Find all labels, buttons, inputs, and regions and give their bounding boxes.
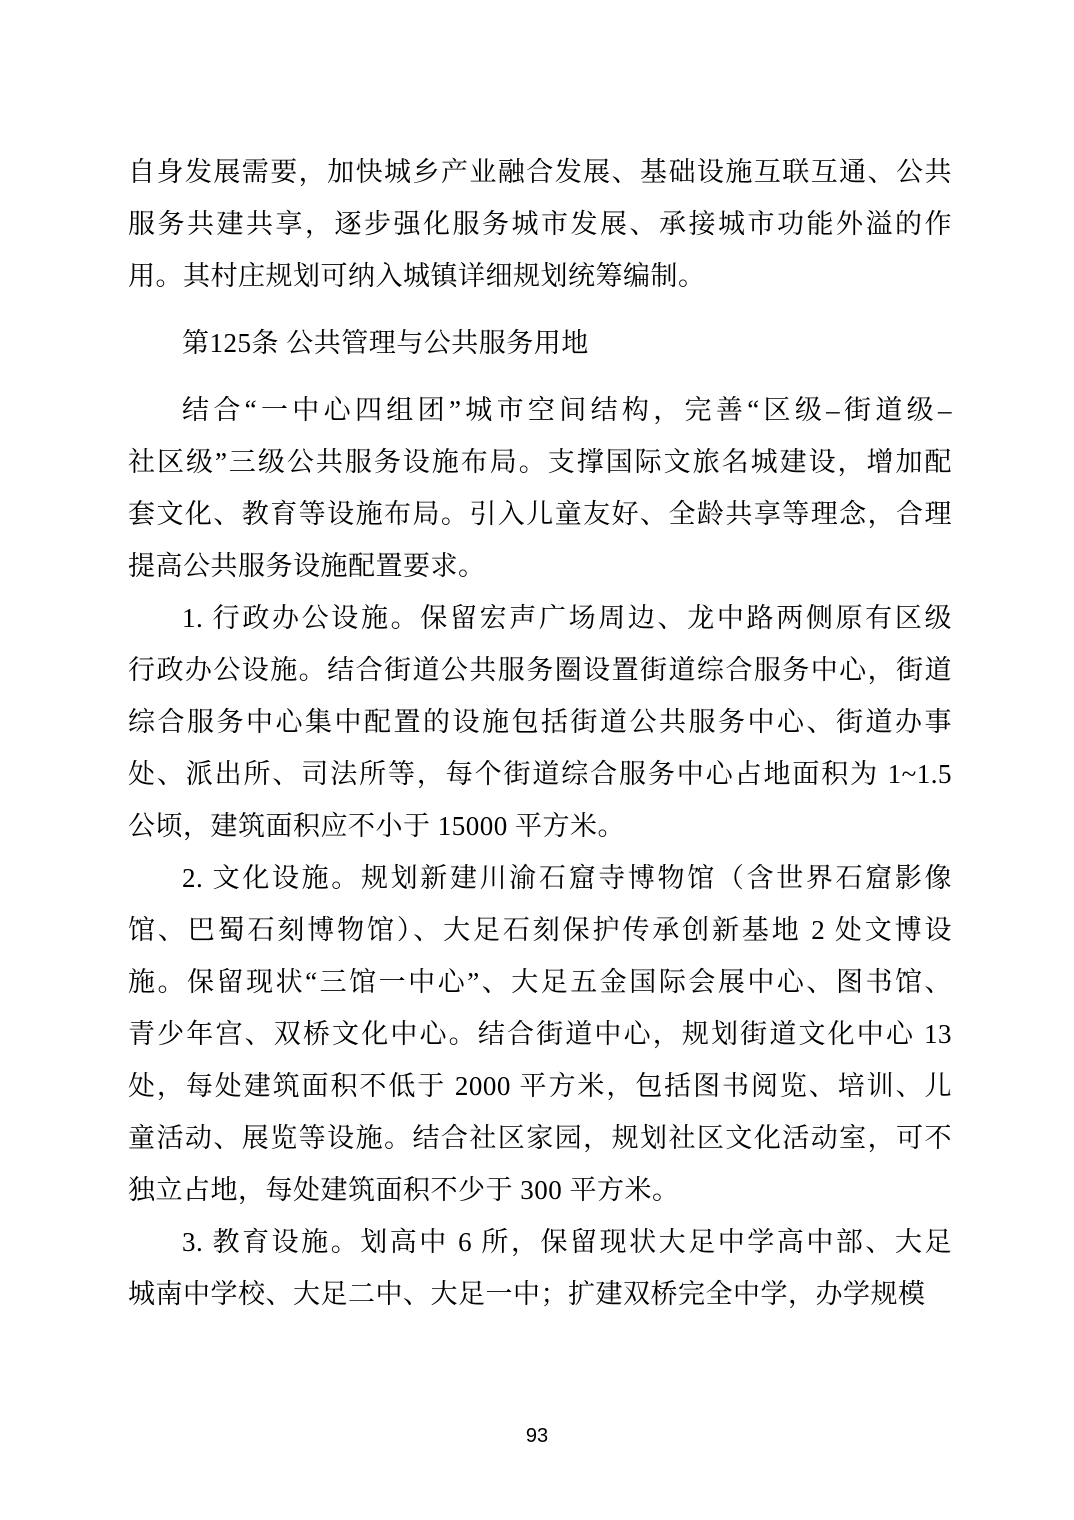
text-line: 施。保留现状“三馆一中心”、大足五金国际会展中心、图书馆、: [128, 967, 952, 997]
text-line: 社区级”三级公共服务设施布局。支撑国际文旅名城建设，增加配: [128, 447, 952, 477]
page-number: 93: [525, 1425, 549, 1447]
text-line: 结合“一中心四组团”城市空间结构，完善“区级–街道级–: [182, 395, 952, 425]
paragraph-overview: [128, 384, 952, 592]
text-line: 行政办公设施。结合街道公共服务圈设置街道综合服务中心，街道: [128, 655, 952, 685]
paragraph-item-1-administrative-facilities: [128, 592, 952, 852]
text-line: 自身发展需要，加快城乡产业融合发展、基础设施互联互通、公共: [128, 157, 952, 187]
text-line: 青少年宫、双桥文化中心。结合街道中心，规划街道文化中心 13: [128, 1019, 952, 1049]
paragraph-continuation: [128, 146, 952, 302]
text-line: 公顷，建筑面积应不小于 15000 平方米。: [128, 811, 625, 841]
text-line: 馆、巴蜀石刻博物馆）、大足石刻保护传承创新基地 2 处文博设: [128, 915, 952, 945]
text-line: 独立占地，每处建筑面积不少于 300 平方米。: [128, 1175, 680, 1205]
text-line: 处、派出所、司法所等，每个街道综合服务中心占地面积为 1~1.5: [128, 759, 952, 789]
text-line: 城南中学校、大足二中、大足一中；扩建双桥完全中学，办学规模: [128, 1279, 926, 1309]
document-text-block: [128, 146, 952, 1320]
text-line: 处，每处建筑面积不低于 2000 平方米，包括图书阅览、培训、儿: [128, 1071, 952, 1101]
text-line: 服务共建共享，逐步强化服务城市发展、承接城市功能外溢的作: [128, 209, 952, 239]
text-line: 套文化、教育等设施布局。引入儿童友好、全龄共享等理念，合理: [128, 499, 952, 529]
article-heading: 第125条 公共管理与公共服务用地: [182, 328, 589, 358]
text-line: 2. 文化设施。规划新建川渝石窟寺博物馆（含世界石窟影像: [182, 863, 952, 893]
text-line: 3. 教育设施。划高中 6 所，保留现状大足中学高中部、大足: [182, 1227, 952, 1257]
paragraph-item-3-education-facilities: [128, 1216, 952, 1320]
paragraph-item-2-cultural-facilities: [128, 852, 952, 1216]
text-line: 综合服务中心集中配置的设施包括街道公共服务中心、街道办事: [128, 707, 952, 737]
text-line: 1. 行政办公设施。保留宏声广场周边、龙中路两侧原有区级: [182, 603, 952, 633]
text-line: 童活动、展览等设施。结合社区家园，规划社区文化活动室，可不: [128, 1123, 952, 1153]
text-line: 提高公共服务设施配置要求。: [128, 551, 486, 581]
text-line: 用。其村庄规划可纳入城镇详细规划统筹编制。: [128, 261, 706, 291]
